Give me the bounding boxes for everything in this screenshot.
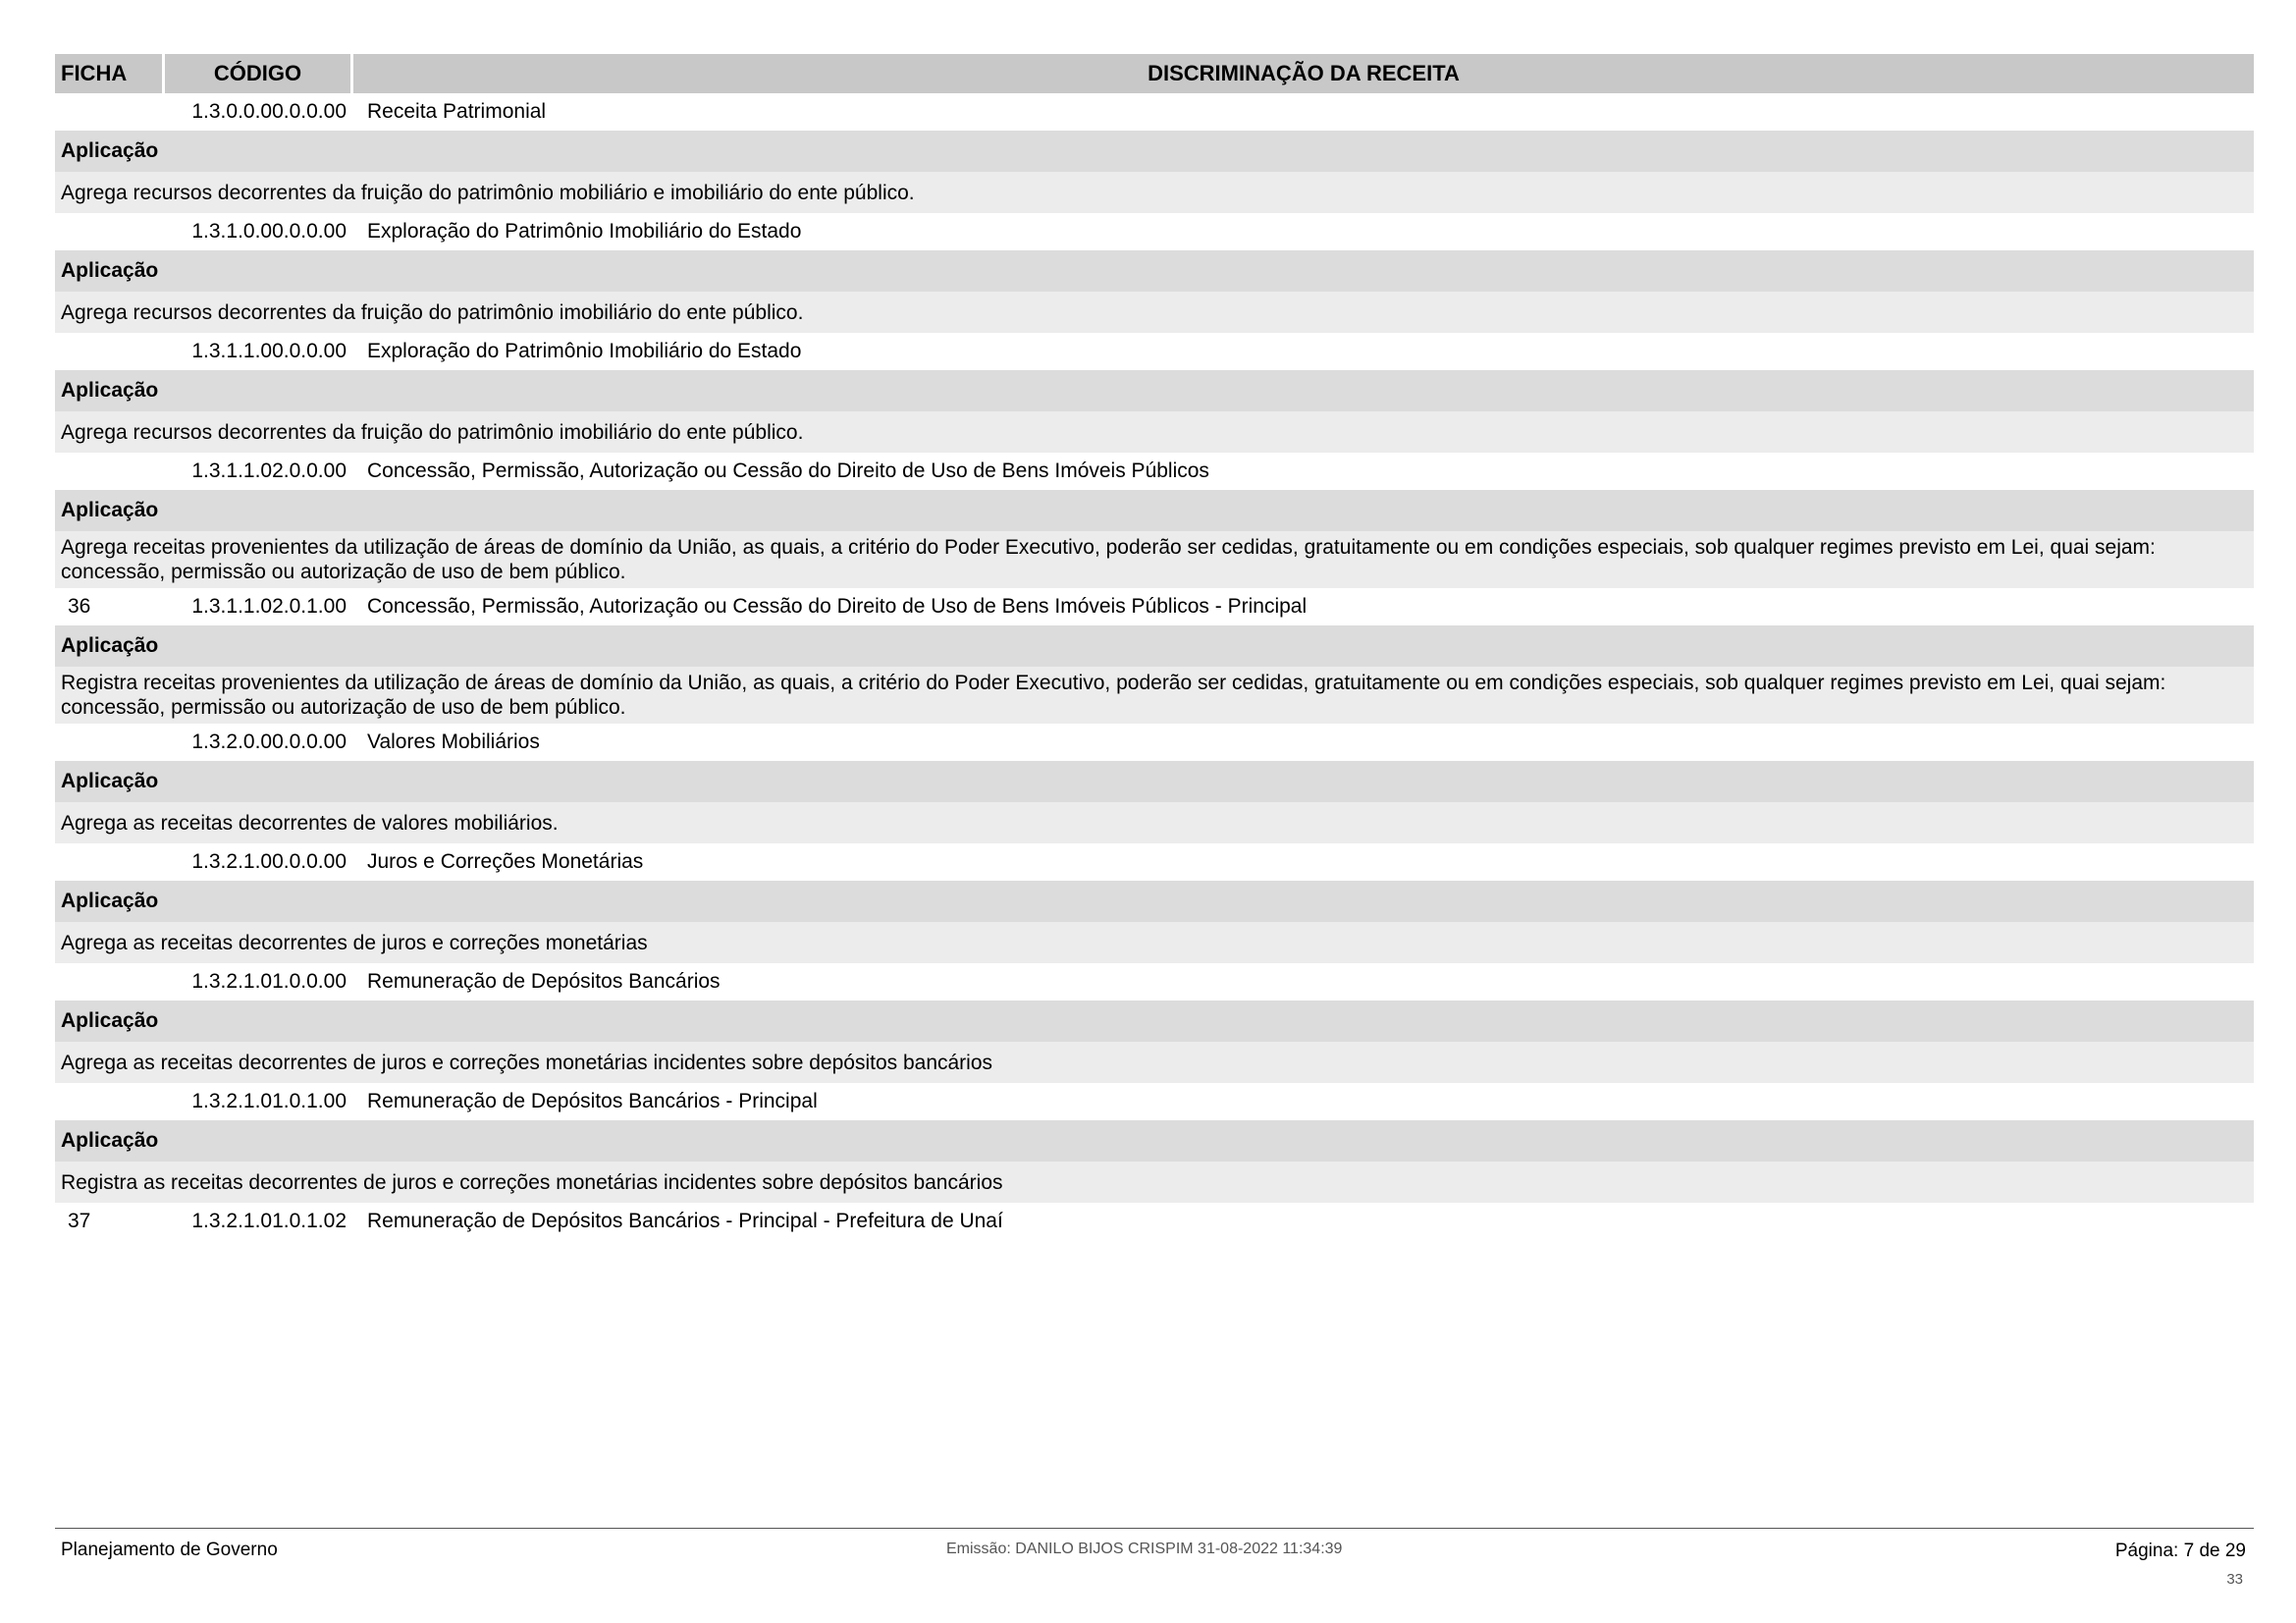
ficha-cell: 36 xyxy=(68,595,91,618)
revenue-code-row xyxy=(55,1083,2254,1120)
header-ficha: FICHA xyxy=(55,54,162,93)
table-header xyxy=(55,54,2254,93)
revenue-code-row xyxy=(55,213,2254,250)
aplicacao-text-row: Agrega recursos decorrentes da fruição do patrimônio mobiliário e imobiliário do ente público. xyxy=(55,172,2254,213)
ficha-cell: 37 xyxy=(68,1210,91,1232)
codigo-cell: 1.3.2.1.01.0.1.02 xyxy=(191,1210,347,1232)
aplicacao-text-row: Agrega receitas provenientes da utilização de áreas de domínio da União, as quais, a critério do Poder Executivo, poderão ser cedidas, gratuitamente ou em condições especiais, sob qualquer regimes previsto em Lei, quai sejam: concessão, permissão ou autorização de uso de bem público. xyxy=(55,531,2254,588)
codigo-cell: 1.3.0.0.00.0.0.00 xyxy=(191,100,347,123)
aplicacao-text-row: Agrega as receitas decorrentes de valores mobiliários. xyxy=(55,802,2254,843)
codigo-cell: 1.3.2.1.01.0.0.00 xyxy=(191,970,347,993)
revenue-code-row xyxy=(55,453,2254,490)
header-discriminacao: DISCRIMINAÇÃO DA RECEITA xyxy=(353,54,2254,93)
revenue-code-row xyxy=(55,843,2254,881)
descricao-cell: Remuneração de Depósitos Bancários xyxy=(367,970,721,993)
aplicacao-text-row: Registra receitas provenientes da utilização de áreas de domínio da União, as quais, a critério do Poder Executivo, poderão ser cedidas, gratuitamente ou em condições especiais, sob qualquer regimes previsto em Lei, quai sejam: concessão, permissão ou autorização de uso de bem público. xyxy=(55,667,2254,724)
header-codigo: CÓDIGO xyxy=(165,54,350,93)
aplicacao-label-row: Aplicação xyxy=(55,250,2254,292)
descricao-cell: Valores Mobiliários xyxy=(367,730,540,753)
aplicacao-label-row: Aplicação xyxy=(55,370,2254,411)
aplicacao-label-row: Aplicação xyxy=(55,131,2254,172)
revenue-report xyxy=(55,54,2254,1240)
aplicacao-label-row: Aplicação xyxy=(55,1001,2254,1042)
descricao-cell: Concessão, Permissão, Autorização ou Cessão do Direito de Uso de Bens Imóveis Públicos xyxy=(367,460,1209,482)
codigo-cell: 1.3.1.1.02.0.1.00 xyxy=(191,595,347,618)
codigo-cell: 1.3.2.1.00.0.0.00 xyxy=(191,850,347,873)
revenue-code-row xyxy=(55,93,2254,131)
footer-divider xyxy=(55,1528,2254,1529)
revenue-code-row xyxy=(55,333,2254,370)
descricao-cell: Receita Patrimonial xyxy=(367,100,547,123)
footer-emission: Emissão: DANILO BIJOS CRISPIM 31-08-2022 11:34:39 xyxy=(946,1541,1343,1557)
codigo-cell: 1.3.1.1.02.0.0.00 xyxy=(191,460,347,482)
footer-pagination: Página: 7 de 29 xyxy=(2114,1541,2246,1561)
codigo-cell: 1.3.2.1.01.0.1.00 xyxy=(191,1090,347,1112)
revenue-code-row xyxy=(55,588,2254,625)
codigo-cell: 1.3.1.1.00.0.0.00 xyxy=(191,340,347,362)
aplicacao-text-row: Agrega recursos decorrentes da fruição do patrimônio imobiliário do ente público. xyxy=(55,292,2254,333)
aplicacao-label-row: Aplicação xyxy=(55,1120,2254,1162)
aplicacao-text-row: Agrega recursos decorrentes da fruição do patrimônio imobiliário do ente público. xyxy=(55,411,2254,453)
codigo-cell: 1.3.1.0.00.0.0.00 xyxy=(191,220,347,243)
descricao-cell: Juros e Correções Monetárias xyxy=(367,850,644,873)
descricao-cell: Exploração do Patrimônio Imobiliário do Estado xyxy=(367,220,802,243)
aplicacao-text-row: Registra as receitas decorrentes de juros e correções monetárias incidentes sobre depósitos bancários xyxy=(55,1162,2254,1203)
descricao-cell: Remuneração de Depósitos Bancários - Principal - Prefeitura de Unaí xyxy=(367,1210,1003,1232)
aplicacao-label-row: Aplicação xyxy=(55,761,2254,802)
descricao-cell: Exploração do Patrimônio Imobiliário do Estado xyxy=(367,340,802,362)
footer-department: Planejamento de Governo xyxy=(61,1540,278,1560)
aplicacao-text-row: Agrega as receitas decorrentes de juros e correções monetárias xyxy=(55,922,2254,963)
descricao-cell: Remuneração de Depósitos Bancários - Principal xyxy=(367,1090,818,1112)
descricao-cell: Concessão, Permissão, Autorização ou Cessão do Direito de Uso de Bens Imóveis Públicos - Principal xyxy=(367,595,1308,618)
aplicacao-label-row: Aplicação xyxy=(55,490,2254,531)
revenue-code-row xyxy=(55,724,2254,761)
aplicacao-label-row: Aplicação xyxy=(55,625,2254,667)
revenue-code-row xyxy=(55,1203,2254,1240)
aplicacao-label-row: Aplicação xyxy=(55,881,2254,922)
codigo-cell: 1.3.2.0.00.0.0.00 xyxy=(191,730,347,753)
footer-page-number: 33 xyxy=(2226,1571,2243,1588)
aplicacao-text-row: Agrega as receitas decorrentes de juros e correções monetárias incidentes sobre depósitos bancários xyxy=(55,1042,2254,1083)
revenue-code-row xyxy=(55,963,2254,1001)
